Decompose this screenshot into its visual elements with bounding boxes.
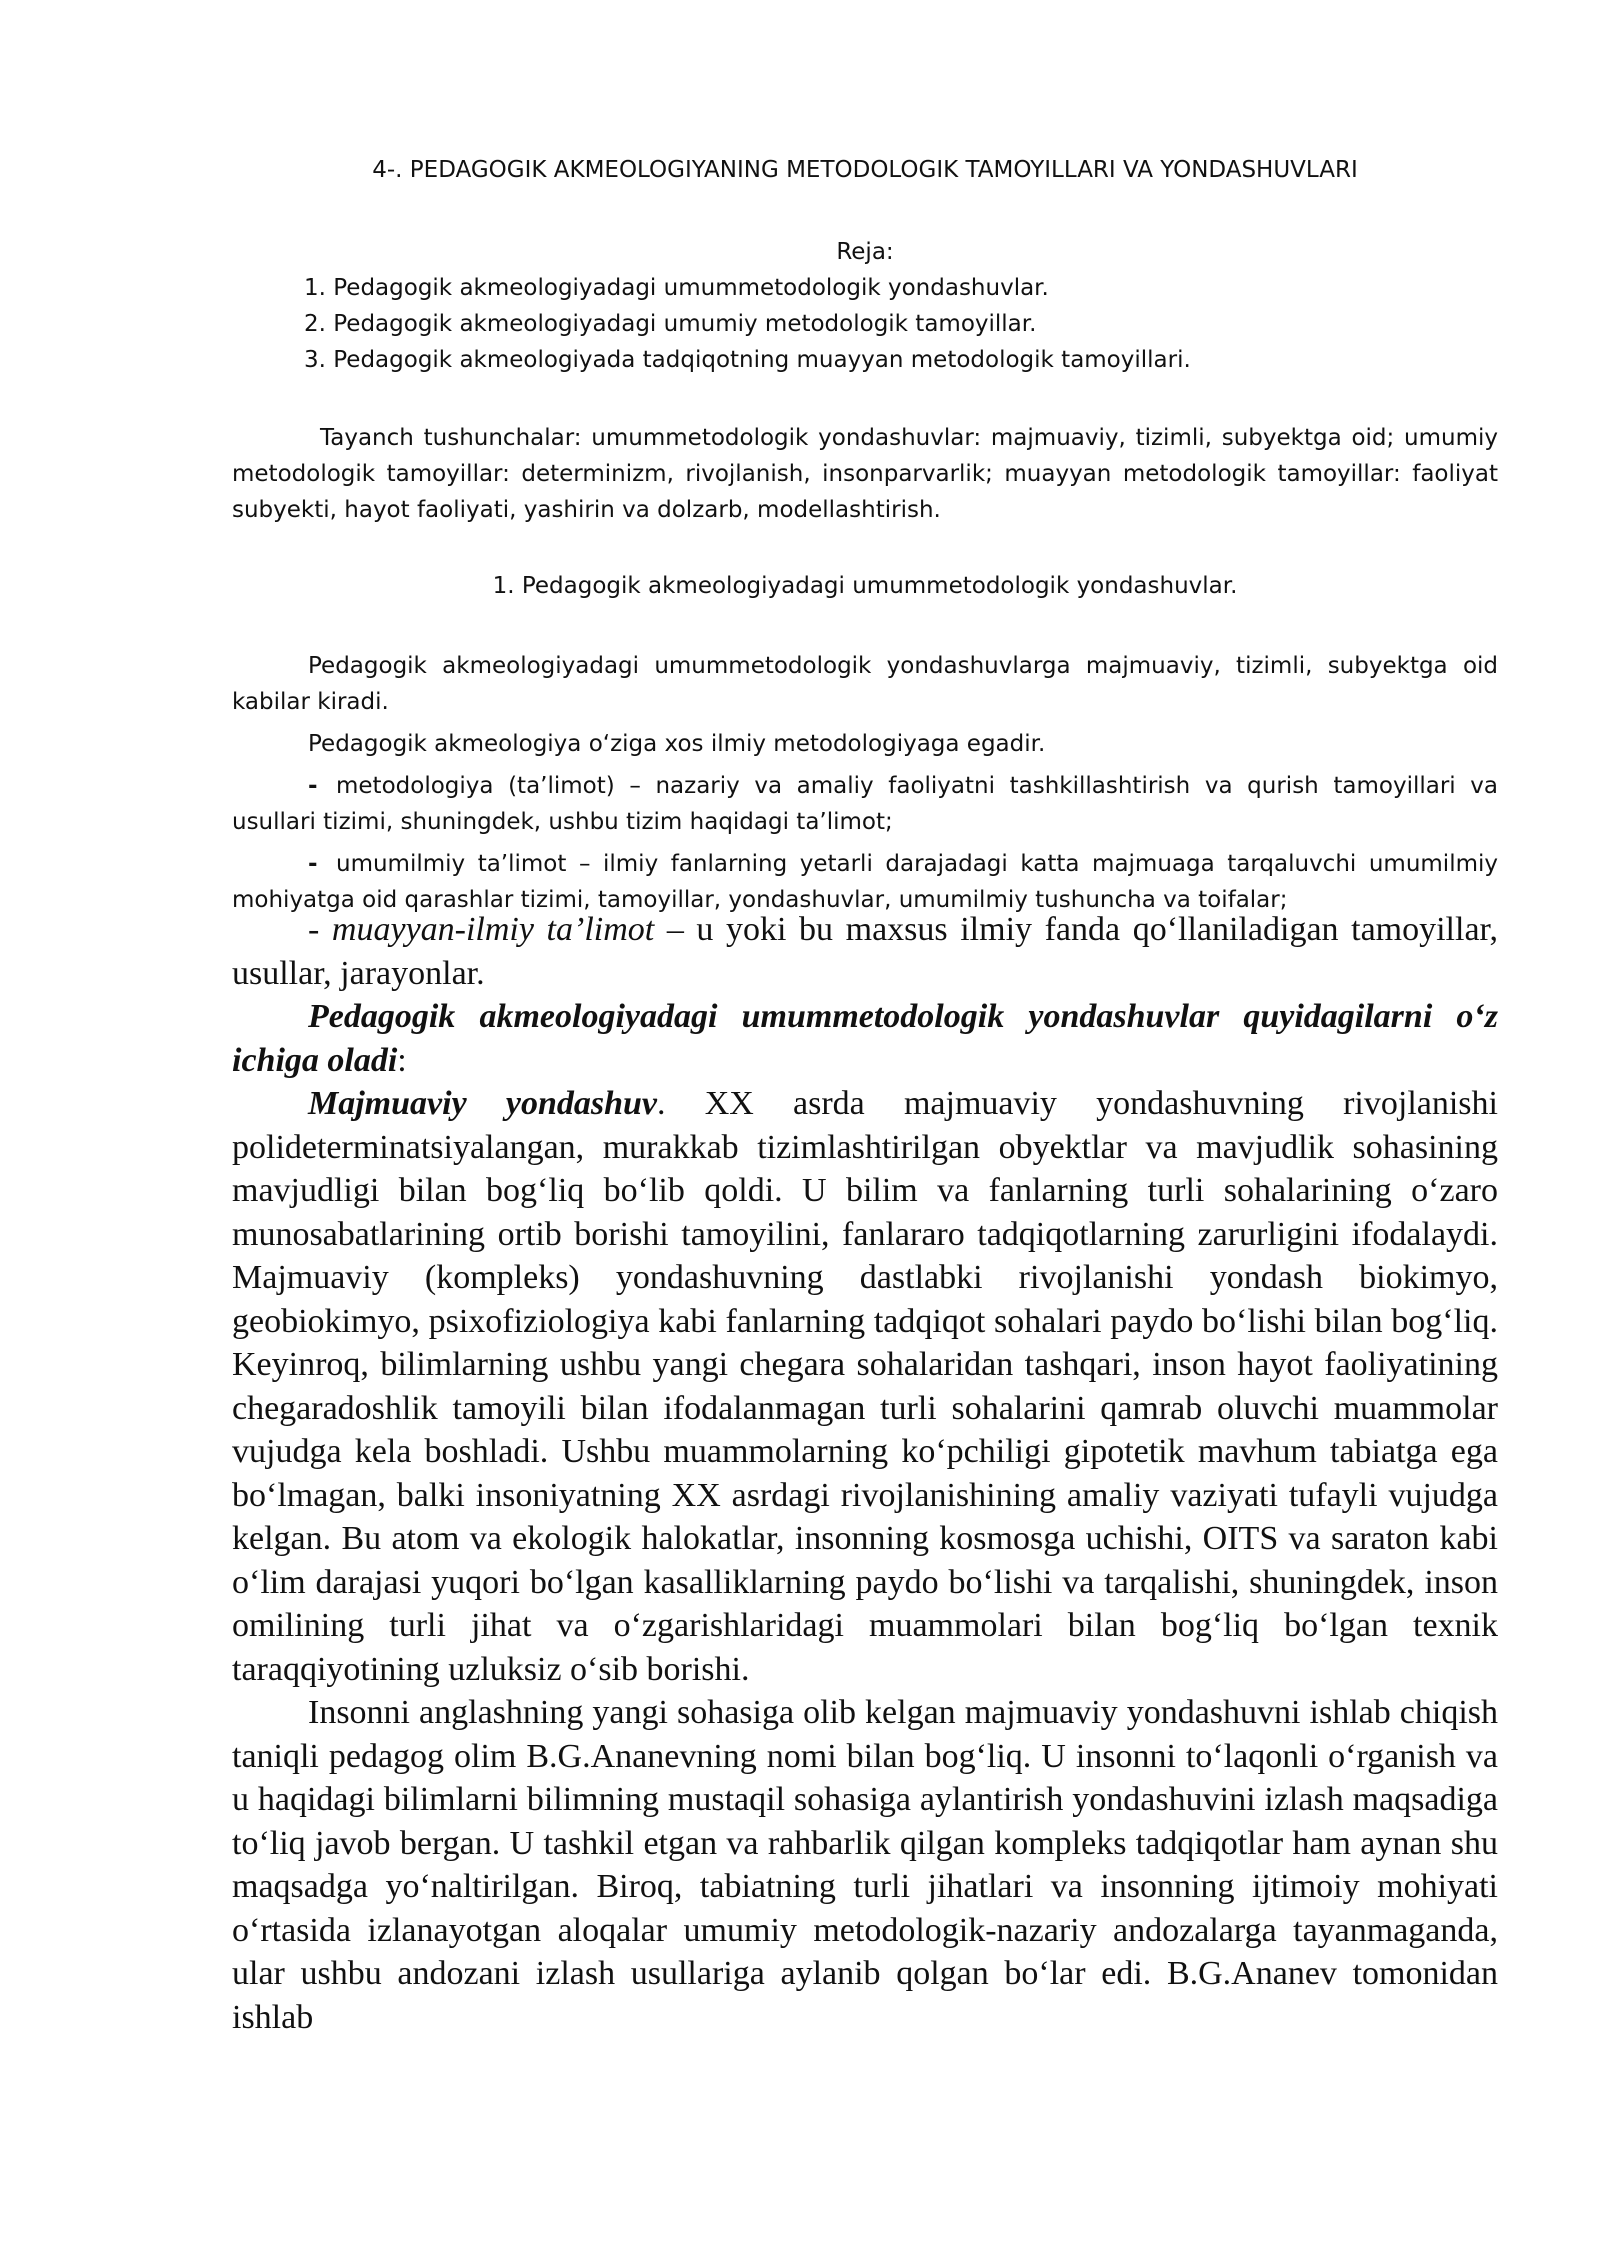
dash-symbol: - [308,911,320,948]
paragraph-majmuaviy [232,1082,1498,1691]
section-1-body [232,648,1498,918]
paragraph: Pedagogik akmeologiya o‘ziga xos ilmiy metodologiyaga egadir. [308,731,1046,757]
section-2-heading-text: Pedagogik akmeologiyadagi umummetodologik yondashuvlar quyidagilarni o‘z ichiga oladi [232,998,1498,1079]
dash-symbol: - [308,773,318,799]
dash-symbol: - [308,851,318,877]
plan-label: Reja: [836,239,894,265]
plan-item: 2. Pedagogik akmeologiyadagi umumiy metodologik tamoyillar. [304,311,1037,337]
section-2-heading-colon: : [397,1041,407,1079]
dash-item-serif [232,908,1498,995]
plan-item: 1. Pedagogik akmeologiyadagi umummetodologik yondashuvlar. [304,275,1049,301]
section-2-body [232,908,1498,2039]
term-majmuaviy: Majmuaviy yondashuv [308,1085,658,1122]
dash-item-text: metodologiya (ta’limot) – nazariy va amaliy faoliyatni tashkillashtirish va qurish tamoyillari va usullari tizimi, shuningdek, ushbu tizim haqidagi ta’limot; [232,773,1498,835]
dash-item [232,768,1498,840]
paragraph-text: . XX asrda majmuaviy yondashuvning rivojlanishi polideterminatsiyalangan, murakkab tizimlashtirilgan obyektlar va mavjudlik sohasining mavjudligi bilan bog‘liq bo‘lib qoldi. U bilim va fanlarning turli sohalarining o‘zaro munosabatlarining ortib borishi tamoyilini, fanlararo tadqiqotlarning zarurligini ifodalaydi. Majmuaviy (kompleks) yondashuvning dastlabki rivojlanishi yondash biokimyo, geobiokimyo, psixofiziologiya kabi fanlarning tadqiqot sohalari paydo bo‘lishi bilan bog‘liq. Keyinroq, bilimlarning ushbu yangi chegara sohalaridan tashqari, inson hayot faoliyatining chegaradoshlik tamoyili bilan ifodalanmagan turli sohalarini qamrab oluvchi muammolar vujudga kela boshladi. Ushbu muammolarning ko‘pchiligi gipotetik mavhum tabiatga ega bo‘lmagan, balki insoniyatning XX asrdagi rivojlanishining amaliy vaziyati tufayli vujudga kelgan. Bu atom va ekologik halokatlar, insonning kosmosga uchishi, OITS va saraton kabi o‘lim darajasi yuqori bo‘lgan kasalliklarning paydo bo‘lishi va tarqalishi, shuningdek, inson omilining turli jihat va o‘zgarishlaridagi muammolari bilan bog‘liq bo‘lgan texnik taraqqiyotining uzluksiz o‘sib borishi. [232,1085,1498,1688]
document-title: 4-. PEDAGOGIK AKMEOLOGIYANING METODOLOGIK TAMOYILLARI VA YONDASHUVLARI [372,157,1358,183]
section-2-heading [232,995,1498,1082]
key-concepts [232,420,1498,528]
paragraph: Pedagogik akmeologiyadagi umummetodologik yondashuvlarga majmuaviy, tizimli, subyektga oid kabilar kiradi. [232,653,1498,715]
key-concepts-text: Tayanch tushunchalar: umummetodologik yondashuvlar: majmuaviy, tizimli, subyektga oid; umumiy metodologik tamoyillar: determinizm, rivojlanish, insonparvarlik; muayyan metodologik tamoyillar: faoliyat subyekti, hayot faoliyati, yashirin va dolzarb, modellashtirish. [232,425,1498,523]
plan-list [304,270,1484,378]
term-muayyan: muayyan-ilmiy ta’limot [331,911,655,948]
dash-item-text: umumilmiy ta’limot – ilmiy fanlarning yetarli darajadagi katta majmuaga tarqaluvchi umumilmiy mohiyatga oid qarashlar tizimi, tamoyillar, yondashuvlar, umumilmiy tushuncha va toifalar; [232,851,1498,913]
paragraph-ananev: Insonni anglashning yangi sohasiga olib kelgan majmuaviy yondashuvni ishlab chiqish taniqli pedagog olim B.G.Ananevning nomi bilan bog‘liq. U insonni to‘laqonli o‘rganish va u haqidagi bilimlarni bilimning mustaqil sohasiga aylantirish yondashuvini izlash maqsadiga to‘liq javob bergan. U tashkil etgan va rahbarlik qilgan kompleks tadqiqotlar ham aynan shu maqsadga yo‘naltirilgan. Biroq, tabiatning turli jihatlari va insonning ijtimoiy mohiyati o‘rtasida izlanayotgan aloqalar umumiy metodologik-nazariy andozalarga tayanmaganda, ular ushbu andozani izlash usullariga aylanib qolgan bo‘lar edi. B.G.Ananev tomonidan ishlab [232,1694,1498,2036]
dash-item-text: – u yoki bu maxsus ilmiy fanda qo‘llaniladigan tamoyillar, usullar, jarayonlar. [232,911,1498,992]
section-1-heading: 1. Pedagogik akmeologiyadagi umummetodologik yondashuvlar. [492,573,1238,599]
plan-item: 3. Pedagogik akmeologiyada tadqiqotning muayyan metodologik tamoyillari. [304,347,1191,373]
